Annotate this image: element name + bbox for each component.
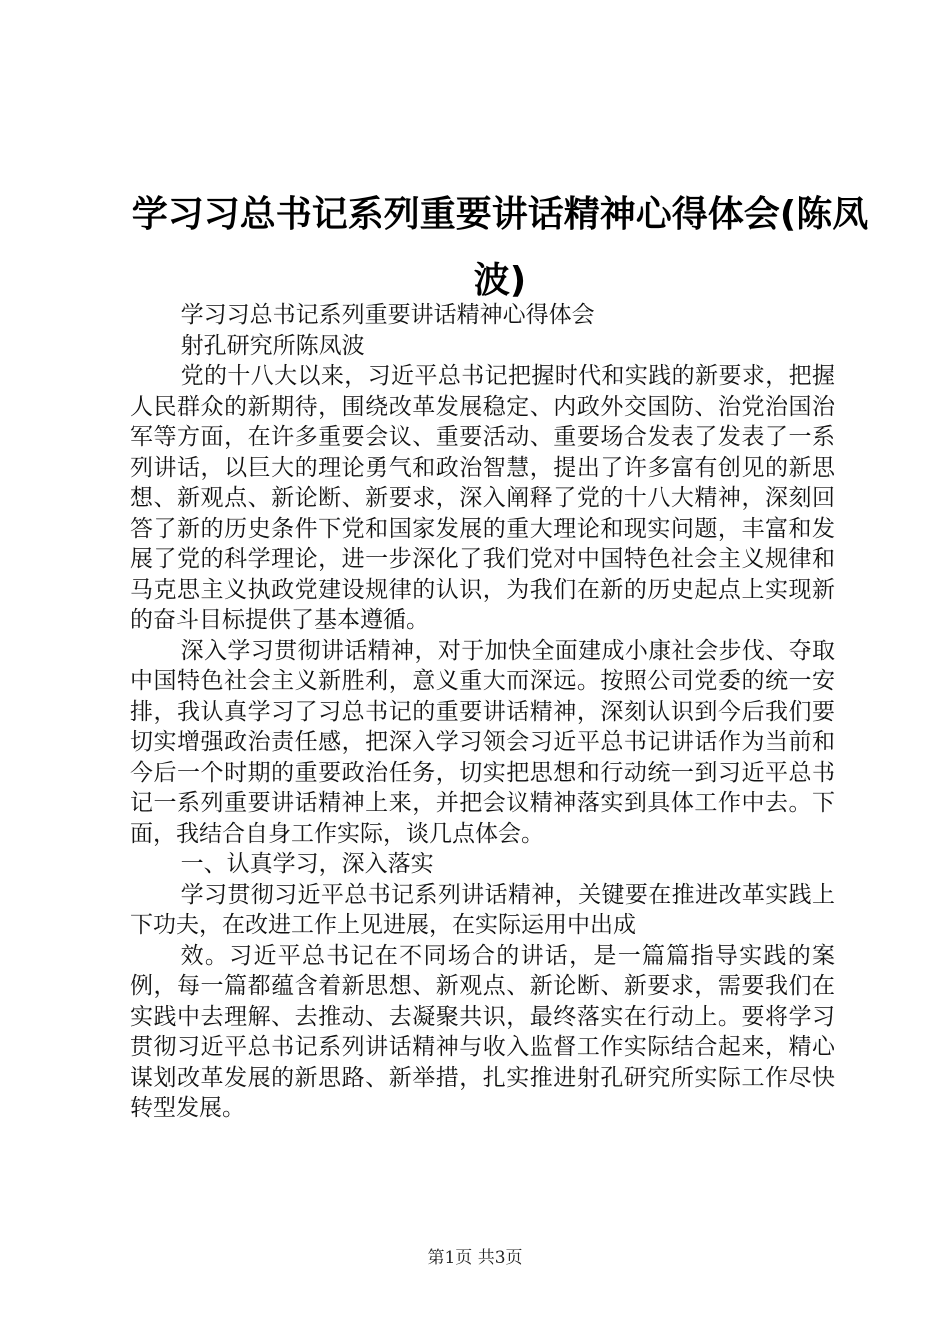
paragraph: 效。习近平总书记在不同场合的讲话，是一篇篇指导实践的案例，每一篇都蕴含着新思想、新观点、新论断、新要求，需要我们在实践中去理解、去推动、去凝聚共识，最终落实在行动上。要将学习贯彻习近平总书记系列讲话精神与收入监督工作实际结合起来，精心谋划改革发展的新思路、新举措，扎实推进射孔研究所实际工作尽快转型发展。 [130, 942, 835, 1121]
document-author: 射孔研究所陈凤波 [180, 332, 365, 359]
section-heading: 一、认真学习，深入落实 [180, 851, 434, 877]
paragraph: 深入学习贯彻讲话精神，对于加快全面建成小康社会步伐、夺取中国特色社会主义新胜利，意义重大而深远。按照公司党委的统一安排，我认真学习了习总书记的重要讲话精神，深刻认识到今后我们要切实增强政治责任感，把深入学习领会习近平总书记讲话作为当前和今后一个时期的重要政治任务，切实把思想和行动统一到习近平总书记一系列重要讲话精神上来，并把会议精神落实到具体工作中去。下面，我结合自身工作实际，谈几点体会。 [130, 637, 835, 847]
document-body [130, 300, 835, 1124]
document-subtitle: 学习习总书记系列重要讲话精神心得体会 [180, 302, 595, 328]
paragraph: 学习贯彻习近平总书记系列讲话精神，关键要在推进改革实践上下功夫，在改进工作上见进展，在实际运用中出成 [130, 881, 835, 938]
page-number: 第1页 共3页 [427, 1248, 523, 1268]
paragraph: 党的十八大以来，习近平总书记把握时代和实践的新要求，把握人民群众的新期待，围绕改革发展稳定、内政外交国防、治党治国治军等方面，在许多重要会议、重要活动、重要场合发表了发表了一系列讲话，以巨大的理论勇气和政治智慧，提出了许多富有创见的新思想、新观点、新论断、新要求，深入阐释了党的十八大精神，深刻回答了新的历史条件下党和国家发展的重大理论和现实问题，丰富和发展了党的科学理论，进一步深化了我们党对中国特色社会主义规律和马克思主义执政党建设规律的认识，为我们在新的历史起点上实现新的奋斗目标提供了基本遵循。 [130, 363, 835, 633]
document-title: 学习习总书记系列重要讲话精神心得体会(陈凤波) [131, 194, 869, 301]
